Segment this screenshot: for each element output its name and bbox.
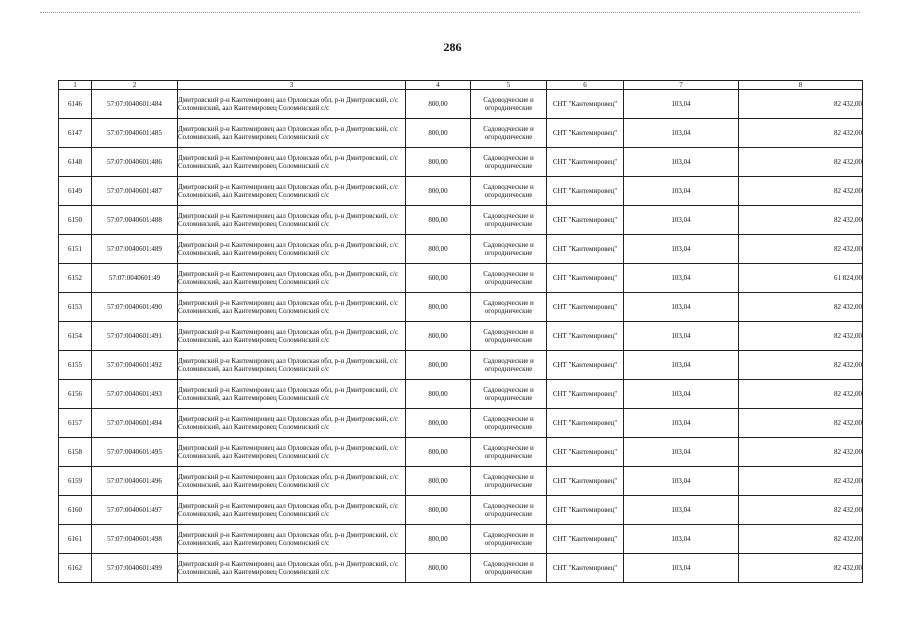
table-row: [59, 496, 863, 525]
row-number-cell: 6152: [59, 264, 92, 293]
specific-value-cell: 103,04: [624, 235, 739, 264]
owner-cell: СНТ "Кантемировец": [547, 177, 624, 206]
address-cell: Дмитровский р-н Кантемировец аал Орловская обл, р-н Дмитровский, с/с Соломинский, аал Кантемировец Соломинский с/с: [178, 119, 406, 148]
specific-value-cell: 103,04: [624, 496, 739, 525]
owner-cell: СНТ "Кантемировец": [547, 235, 624, 264]
address-cell: Дмитровский р-н Кантемировец аал Орловская обл, р-н Дмитровский, с/с Соломинский, аал Кантемировец Соломинский с/с: [178, 90, 406, 119]
owner-cell: СНТ "Кантемировец": [547, 148, 624, 177]
permitted-use-cell: Садоводческие и огороднические: [471, 496, 547, 525]
owner-cell: СНТ "Кантемировец": [547, 322, 624, 351]
area-cell: 800,00: [406, 467, 471, 496]
specific-value-cell: 103,04: [624, 380, 739, 409]
table-row: [59, 351, 863, 380]
area-cell: 800,00: [406, 438, 471, 467]
area-cell: 800,00: [406, 235, 471, 264]
table-row: [59, 206, 863, 235]
cadastral-number-cell: 57:07:0040601:495: [92, 438, 178, 467]
table-row: [59, 148, 863, 177]
cadastral-number-cell: 57:07:0040601:486: [92, 148, 178, 177]
address-cell: Дмитровский р-н Кантемировец аал Орловская обл, р-н Дмитровский, с/с Соломинский, аал Кантемировец Соломинский с/с: [178, 293, 406, 322]
table-row: [59, 467, 863, 496]
row-number-cell: 6159: [59, 467, 92, 496]
header-cell: 8: [739, 81, 863, 90]
cadastral-value-cell: 82 432,00: [739, 322, 863, 351]
address-cell: Дмитровский р-н Кантемировец аал Орловская обл, р-н Дмитровский, с/с Соломинский, аал Кантемировец Соломинский с/с: [178, 438, 406, 467]
area-cell: 600,00: [406, 264, 471, 293]
table-row: [59, 438, 863, 467]
area-cell: 800,00: [406, 380, 471, 409]
scan-artifact-line: [40, 12, 860, 15]
permitted-use-cell: Садоводческие и огороднические: [471, 293, 547, 322]
address-cell: Дмитровский р-н Кантемировец аал Орловская обл, р-н Дмитровский, с/с Соломинский, аал Кантемировец Соломинский с/с: [178, 496, 406, 525]
cadastral-number-cell: 57:07:0040601:492: [92, 351, 178, 380]
area-cell: 800,00: [406, 409, 471, 438]
specific-value-cell: 103,04: [624, 206, 739, 235]
address-cell: Дмитровский р-н Кантемировец аал Орловская обл, р-н Дмитровский, с/с Соломинский, аал Кантемировец Соломинский с/с: [178, 206, 406, 235]
cadastral-number-cell: 57:07:0040601:498: [92, 525, 178, 554]
cadastral-number-cell: 57:07:0040601:491: [92, 322, 178, 351]
cadastral-number-cell: 57:07:0040601:497: [92, 496, 178, 525]
specific-value-cell: 103,04: [624, 554, 739, 583]
cadastral-value-cell: 82 432,00: [739, 525, 863, 554]
area-cell: 800,00: [406, 90, 471, 119]
permitted-use-cell: Садоводческие и огороднические: [471, 351, 547, 380]
page-number: 286: [443, 40, 462, 54]
header-row: [59, 81, 863, 90]
specific-value-cell: 103,04: [624, 264, 739, 293]
header-cell: 6: [547, 81, 624, 90]
specific-value-cell: 103,04: [624, 119, 739, 148]
cadastral-value-cell: 82 432,00: [739, 235, 863, 264]
area-cell: 800,00: [406, 322, 471, 351]
cadastral-number-cell: 57:07:0040601:494: [92, 409, 178, 438]
owner-cell: СНТ "Кантемировец": [547, 293, 624, 322]
cadastral-number-cell: 57:07:0040601:493: [92, 380, 178, 409]
cadastral-number-cell: 57:07:0040601:490: [92, 293, 178, 322]
permitted-use-cell: Садоводческие и огороднические: [471, 206, 547, 235]
address-cell: Дмитровский р-н Кантемировец аал Орловская обл, р-н Дмитровский, с/с Соломинский, аал Кантемировец Соломинский с/с: [178, 235, 406, 264]
owner-cell: СНТ "Кантемировец": [547, 525, 624, 554]
table-row: [59, 235, 863, 264]
row-number-cell: 6161: [59, 525, 92, 554]
cadastral-number-cell: 57:07:0040601:496: [92, 467, 178, 496]
row-number-cell: 6155: [59, 351, 92, 380]
permitted-use-cell: Садоводческие и огороднические: [471, 322, 547, 351]
permitted-use-cell: Садоводческие и огороднические: [471, 554, 547, 583]
row-number-cell: 6150: [59, 206, 92, 235]
cadastral-value-cell: 82 432,00: [739, 554, 863, 583]
owner-cell: СНТ "Кантемировец": [547, 380, 624, 409]
cadastral-value-cell: 82 432,00: [739, 467, 863, 496]
cadastral-value-cell: 82 432,00: [739, 90, 863, 119]
header-cell: 4: [406, 81, 471, 90]
permitted-use-cell: Садоводческие и огороднические: [471, 438, 547, 467]
area-cell: 800,00: [406, 293, 471, 322]
area-cell: 800,00: [406, 496, 471, 525]
table-row: [59, 119, 863, 148]
cadastral-value-cell: 82 432,00: [739, 119, 863, 148]
table-row: [59, 293, 863, 322]
row-number-cell: 6148: [59, 148, 92, 177]
address-cell: Дмитровский р-н Кантемировец аал Орловская обл, р-н Дмитровский, с/с Соломинский, аал Кантемировец Соломинский с/с: [178, 148, 406, 177]
specific-value-cell: 103,04: [624, 351, 739, 380]
cadastral-value-cell: 82 432,00: [739, 409, 863, 438]
specific-value-cell: 103,04: [624, 409, 739, 438]
permitted-use-cell: Садоводческие и огороднические: [471, 467, 547, 496]
specific-value-cell: 103,04: [624, 438, 739, 467]
cadastral-number-cell: 57:07:0040601:484: [92, 90, 178, 119]
cadastral-value-cell: 82 432,00: [739, 148, 863, 177]
row-number-cell: 6162: [59, 554, 92, 583]
area-cell: 800,00: [406, 525, 471, 554]
owner-cell: СНТ "Кантемировец": [547, 438, 624, 467]
cadastral-number-cell: 57:07:0040601:487: [92, 177, 178, 206]
table-row: [59, 380, 863, 409]
area-cell: 800,00: [406, 206, 471, 235]
owner-cell: СНТ "Кантемировец": [547, 496, 624, 525]
area-cell: 800,00: [406, 351, 471, 380]
area-cell: 800,00: [406, 554, 471, 583]
row-number-cell: 6153: [59, 293, 92, 322]
land-plots-table: [58, 80, 863, 583]
cadastral-value-cell: 82 432,00: [739, 496, 863, 525]
specific-value-cell: 103,04: [624, 525, 739, 554]
cadastral-number-cell: 57:07:0040601:499: [92, 554, 178, 583]
address-cell: Дмитровский р-н Кантемировец аал Орловская обл, р-н Дмитровский, с/с Соломинский, аал Кантемировец Соломинский с/с: [178, 409, 406, 438]
row-number-cell: 6147: [59, 119, 92, 148]
cadastral-value-cell: 82 432,00: [739, 438, 863, 467]
owner-cell: СНТ "Кантемировец": [547, 351, 624, 380]
table-row: [59, 525, 863, 554]
address-cell: Дмитровский р-н Кантемировец аал Орловская обл, р-н Дмитровский, с/с Соломинский, аал Кантемировец Соломинский с/с: [178, 322, 406, 351]
address-cell: Дмитровский р-н Кантемировец аал Орловская обл, р-н Дмитровский, с/с Соломинский, аал Кантемировец Соломинский с/с: [178, 467, 406, 496]
address-cell: Дмитровский р-н Кантемировец аал Орловская обл, р-н Дмитровский, с/с Соломинский, аал Кантемировец Соломинский с/с: [178, 525, 406, 554]
table-row: [59, 554, 863, 583]
permitted-use-cell: Садоводческие и огороднические: [471, 119, 547, 148]
row-number-cell: 6149: [59, 177, 92, 206]
owner-cell: СНТ "Кантемировец": [547, 467, 624, 496]
row-number-cell: 6160: [59, 496, 92, 525]
table-row: [59, 264, 863, 293]
row-number-cell: 6157: [59, 409, 92, 438]
owner-cell: СНТ "Кантемировец": [547, 264, 624, 293]
header-cell: 1: [59, 81, 92, 90]
row-number-cell: 6146: [59, 90, 92, 119]
header-cell: 2: [92, 81, 178, 90]
owner-cell: СНТ "Кантемировец": [547, 409, 624, 438]
permitted-use-cell: Садоводческие и огороднические: [471, 409, 547, 438]
owner-cell: СНТ "Кантемировец": [547, 554, 624, 583]
cadastral-number-cell: 57:07:0040601:485: [92, 119, 178, 148]
address-cell: Дмитровский р-н Кантемировец аал Орловская обл, р-н Дмитровский, с/с Соломинский, аал Кантемировец Соломинский с/с: [178, 264, 406, 293]
cadastral-value-cell: 82 432,00: [739, 380, 863, 409]
permitted-use-cell: Садоводческие и огороднические: [471, 177, 547, 206]
permitted-use-cell: Садоводческие и огороднические: [471, 264, 547, 293]
header-cell: 3: [178, 81, 406, 90]
address-cell: Дмитровский р-н Кантемировец аал Орловская обл, р-н Дмитровский, с/с Соломинский, аал Кантемировец Соломинский с/с: [178, 351, 406, 380]
cadastral-number-cell: 57:07:0040601:488: [92, 206, 178, 235]
table-body: [59, 90, 863, 583]
row-number-cell: 6151: [59, 235, 92, 264]
cadastral-number-cell: 57:07:0040601:49: [92, 264, 178, 293]
cadastral-number-cell: 57:07:0040601:489: [92, 235, 178, 264]
address-cell: Дмитровский р-н Кантемировец аал Орловская обл, р-н Дмитровский, с/с Соломинский, аал Кантемировец Соломинский с/с: [178, 554, 406, 583]
permitted-use-cell: Садоводческие и огороднические: [471, 90, 547, 119]
area-cell: 800,00: [406, 177, 471, 206]
row-number-cell: 6154: [59, 322, 92, 351]
permitted-use-cell: Садоводческие и огороднические: [471, 148, 547, 177]
table-row: [59, 322, 863, 351]
area-cell: 800,00: [406, 148, 471, 177]
table-row: [59, 177, 863, 206]
cadastral-value-cell: 82 432,00: [739, 293, 863, 322]
table-row: [59, 409, 863, 438]
address-cell: Дмитровский р-н Кантемировец аал Орловская обл, р-н Дмитровский, с/с Соломинский, аал Кантемировец Соломинский с/с: [178, 380, 406, 409]
specific-value-cell: 103,04: [624, 148, 739, 177]
cadastral-value-cell: 61 824,00: [739, 264, 863, 293]
cadastral-value-cell: 82 432,00: [739, 177, 863, 206]
table-row: [59, 90, 863, 119]
specific-value-cell: 103,04: [624, 90, 739, 119]
specific-value-cell: 103,04: [624, 293, 739, 322]
owner-cell: СНТ "Кантемировец": [547, 90, 624, 119]
specific-value-cell: 103,04: [624, 322, 739, 351]
row-number-cell: 6158: [59, 438, 92, 467]
cadastral-value-cell: 82 432,00: [739, 351, 863, 380]
permitted-use-cell: Садоводческие и огороднические: [471, 380, 547, 409]
owner-cell: СНТ "Кантемировец": [547, 119, 624, 148]
owner-cell: СНТ "Кантемировец": [547, 206, 624, 235]
row-number-cell: 6156: [59, 380, 92, 409]
cadastral-value-cell: 82 432,00: [739, 206, 863, 235]
header-cell: 7: [624, 81, 739, 90]
permitted-use-cell: Садоводческие и огороднические: [471, 235, 547, 264]
address-cell: Дмитровский р-н Кантемировец аал Орловская обл, р-н Дмитровский, с/с Соломинский, аал Кантемировец Соломинский с/с: [178, 177, 406, 206]
header-cell: 5: [471, 81, 547, 90]
specific-value-cell: 103,04: [624, 467, 739, 496]
specific-value-cell: 103,04: [624, 177, 739, 206]
area-cell: 800,00: [406, 119, 471, 148]
permitted-use-cell: Садоводческие и огороднические: [471, 525, 547, 554]
